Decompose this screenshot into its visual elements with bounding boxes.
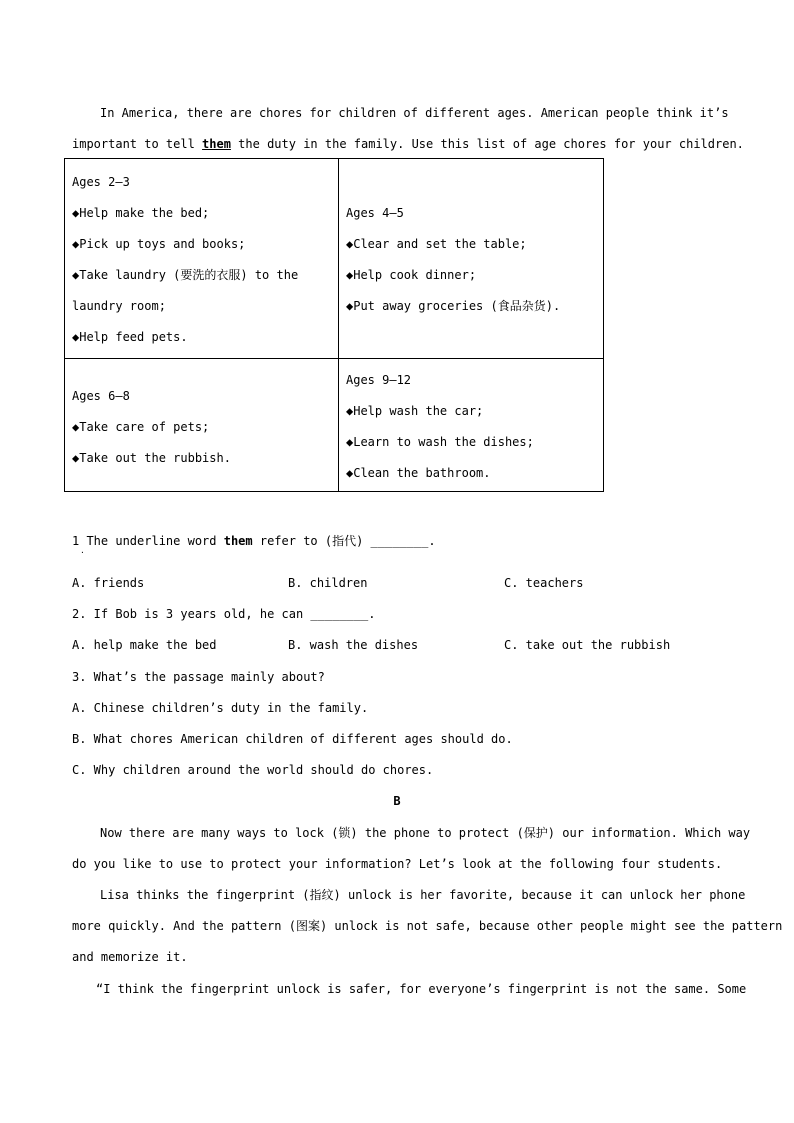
question-1-start: 1 The underline word: [72, 534, 224, 548]
cell-line: ◆Pick up toys and books;: [72, 237, 246, 251]
q3-option-c: C. Why children around the world should do chores.: [72, 763, 434, 777]
section-b-line-3: Lisa thinks the fingerprint (指纹) unlock is her favorite, because it can unlock her phone: [100, 888, 746, 902]
cell-line: Ages 4—5: [346, 206, 404, 220]
passage-a-line-2-start: important to tell: [72, 137, 203, 151]
q3-option-a: A. Chinese children’s duty in the family.: [72, 701, 369, 715]
stray-mark: ·: [80, 548, 85, 557]
section-b-line-4: more quickly. And the pattern (图案) unlock is not safe, because other people might see the pattern: [72, 919, 783, 933]
cell-line: ◆Help feed pets.: [72, 330, 188, 344]
passage-a-line-1: In America, there are chores for children of different ages. American people think it’s: [100, 106, 729, 120]
question-1: [72, 533, 436, 549]
underlined-word-them: them: [202, 137, 231, 151]
cell-line: Ages 6—8: [72, 389, 130, 403]
cell-line: Ages 9—12: [346, 373, 412, 387]
cell-line: ◆Clear and set the table;: [346, 237, 527, 251]
age-chores-table: [64, 158, 604, 492]
cell-line: laundry room;: [72, 299, 166, 313]
cell-line: ◆Help cook dinner;: [346, 268, 477, 282]
section-b-line-5: and memorize it.: [72, 950, 188, 964]
q2-option-b: B. wash the dishes: [288, 638, 419, 652]
section-b-line-2: do you like to use to protect your information? Let’s look at the following four students.: [72, 857, 723, 871]
cell-line: Ages 2—3: [72, 175, 130, 189]
cell-line: ◆Take care of pets;: [72, 420, 210, 434]
cell-ages-9-12: [346, 372, 534, 496]
cell-line: ◆Help make the bed;: [72, 206, 210, 220]
q2-option-a: A. help make the bed: [72, 638, 217, 652]
cell-line: ◆Take out the rubbish.: [72, 451, 231, 465]
q1-option-c: C. teachers: [504, 576, 584, 590]
cell-line: ◆Help wash the car;: [346, 404, 484, 418]
table-vertical-divider: [338, 159, 339, 491]
cell-line: ◆Clean the bathroom.: [346, 466, 491, 480]
cell-ages-2-3: [72, 174, 298, 360]
question-1-end: refer to (指代) ________.: [252, 534, 436, 548]
question-1-word: them: [223, 534, 253, 548]
cell-ages-4-5: [346, 205, 560, 329]
passage-a-line-2: [72, 136, 744, 152]
q3-option-b: B. What chores American children of different ages should do.: [72, 732, 513, 746]
section-b-line-6: “I think the fingerprint unlock is safer, for everyone’s fingerprint is not the same. Some: [96, 982, 747, 996]
cell-line: ◆Learn to wash the dishes;: [346, 435, 534, 449]
q1-option-a: A. friends: [72, 576, 145, 590]
cell-ages-6-8: [72, 388, 231, 481]
cell-line: ◆Take laundry (要洗的衣服) to the: [72, 268, 299, 282]
section-b-line-1: Now there are many ways to lock (锁) the phone to protect (保护) our information. Which way: [100, 826, 751, 840]
passage-a-line-2-end: the duty in the family. Use this list of age chores for your children.: [230, 137, 744, 151]
cell-line: ◆Put away groceries (食品杂货).: [346, 299, 561, 313]
q1-option-b: B. children: [288, 576, 368, 590]
question-3: 3. What’s the passage mainly about?: [72, 670, 325, 684]
q2-option-c: C. take out the rubbish: [504, 638, 671, 652]
question-2: 2. If Bob is 3 years old, he can ________.: [72, 607, 376, 621]
section-b-heading: B: [393, 794, 401, 808]
